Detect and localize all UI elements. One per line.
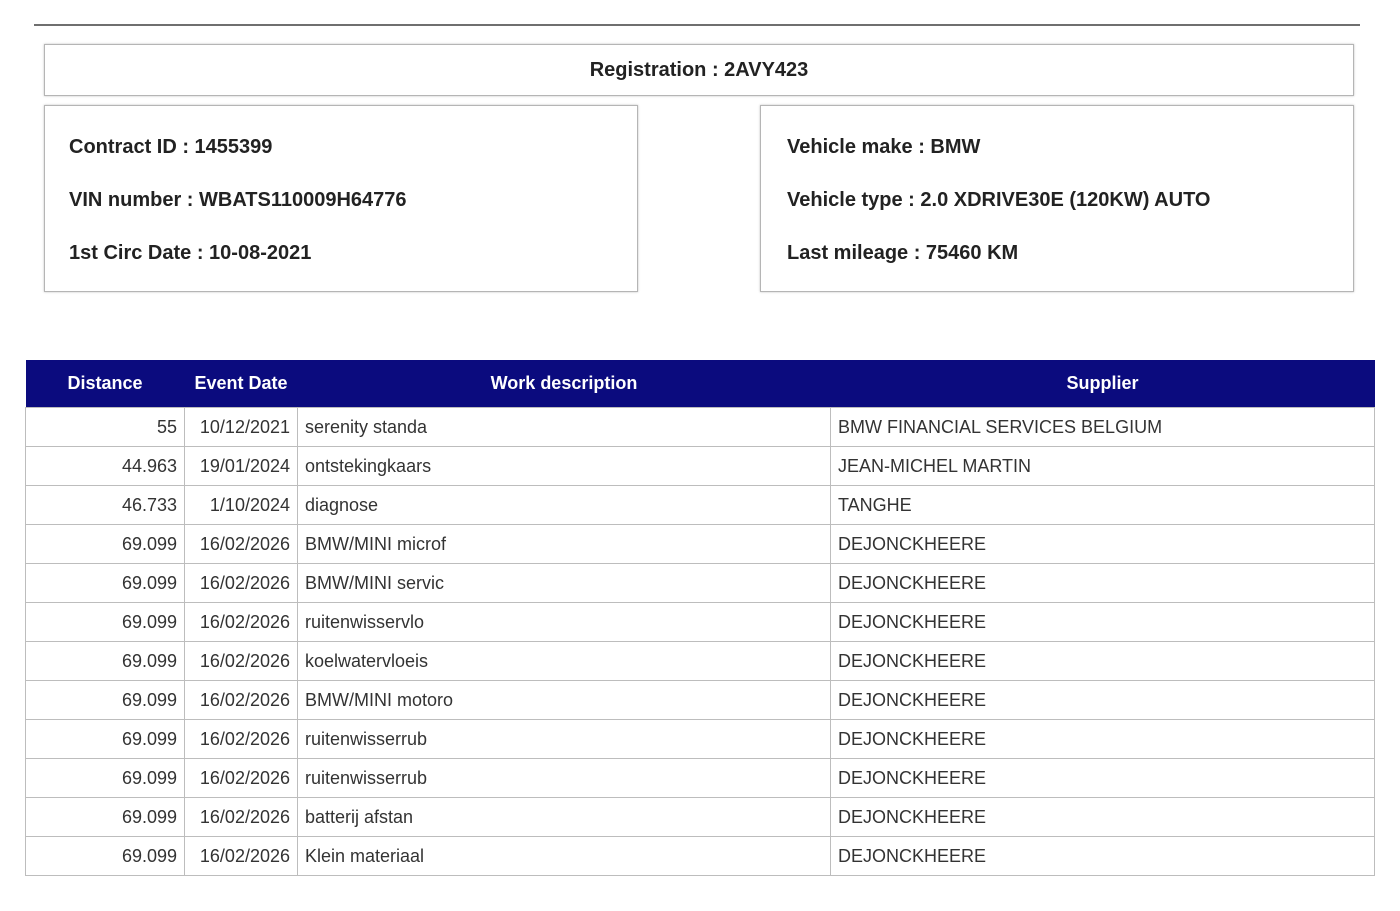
cell-distance: 69.099	[26, 837, 185, 876]
cell-supplier: TANGHE	[831, 486, 1375, 525]
cell-distance: 69.099	[26, 525, 185, 564]
cell-work-description: ruitenwisservlo	[298, 603, 831, 642]
vehicle-make: Vehicle make : BMW	[787, 136, 981, 158]
cell-event-date: 16/02/2026	[185, 798, 298, 837]
cell-work-description: ontstekingkaars	[298, 447, 831, 486]
vin-number: VIN number : WBATS110009H64776	[69, 189, 407, 211]
cell-distance: 69.099	[26, 603, 185, 642]
table-row	[26, 486, 1375, 525]
header-event-date: Event Date	[185, 360, 298, 408]
cell-supplier: JEAN-MICHEL MARTIN	[831, 447, 1375, 486]
cell-event-date: 1/10/2024	[185, 486, 298, 525]
cell-event-date: 16/02/2026	[185, 564, 298, 603]
cell-supplier: DEJONCKHEERE	[831, 759, 1375, 798]
cell-distance: 55	[26, 408, 185, 447]
cell-event-date: 16/02/2026	[185, 720, 298, 759]
cell-work-description: BMW/MINI servic	[298, 564, 831, 603]
table-row	[26, 603, 1375, 642]
table-row	[26, 759, 1375, 798]
cell-work-description: Klein materiaal	[298, 837, 831, 876]
header-supplier: Supplier	[831, 360, 1375, 408]
cell-distance: 69.099	[26, 642, 185, 681]
vehicle-info-box	[760, 105, 1354, 292]
cell-distance: 69.099	[26, 720, 185, 759]
cell-work-description: diagnose	[298, 486, 831, 525]
contract-id: Contract ID : 1455399	[69, 136, 273, 158]
cell-supplier: DEJONCKHEERE	[831, 681, 1375, 720]
cell-event-date: 10/12/2021	[185, 408, 298, 447]
cell-work-description: BMW/MINI motoro	[298, 681, 831, 720]
table-row	[26, 720, 1375, 759]
registration-box	[44, 44, 1354, 96]
last-mileage: Last mileage : 75460 KM	[787, 242, 1019, 264]
table-row	[26, 798, 1375, 837]
table-row	[26, 642, 1375, 681]
first-circulation-date: 1st Circ Date : 10-08-2021	[69, 242, 312, 264]
cell-distance: 44.963	[26, 447, 185, 486]
cell-event-date: 16/02/2026	[185, 837, 298, 876]
cell-work-description: batterij afstan	[298, 798, 831, 837]
cell-event-date: 16/02/2026	[185, 603, 298, 642]
cell-work-description: ruitenwisserrub	[298, 759, 831, 798]
cell-event-date: 16/02/2026	[185, 759, 298, 798]
cell-supplier: DEJONCKHEERE	[831, 564, 1375, 603]
maintenance-history-table	[25, 360, 1375, 876]
cell-work-description: koelwatervloeis	[298, 642, 831, 681]
table-row	[26, 447, 1375, 486]
cell-event-date: 16/02/2026	[185, 525, 298, 564]
table-row	[26, 681, 1375, 720]
cell-event-date: 19/01/2024	[185, 447, 298, 486]
table-row	[26, 837, 1375, 876]
cell-event-date: 16/02/2026	[185, 642, 298, 681]
cell-supplier: DEJONCKHEERE	[831, 525, 1375, 564]
cell-distance: 69.099	[26, 681, 185, 720]
cell-supplier: BMW FINANCIAL SERVICES BELGIUM	[831, 408, 1375, 447]
table-row	[26, 408, 1375, 447]
cell-work-description: ruitenwisserrub	[298, 720, 831, 759]
cell-supplier: DEJONCKHEERE	[831, 837, 1375, 876]
cell-event-date: 16/02/2026	[185, 681, 298, 720]
vehicle-type: Vehicle type : 2.0 XDRIVE30E (120KW) AUTO	[787, 189, 1211, 211]
cell-work-description: BMW/MINI microf	[298, 525, 831, 564]
cell-supplier: DEJONCKHEERE	[831, 642, 1375, 681]
cell-distance: 46.733	[26, 486, 185, 525]
cell-supplier: DEJONCKHEERE	[831, 720, 1375, 759]
top-divider	[34, 24, 1360, 26]
cell-distance: 69.099	[26, 564, 185, 603]
contract-info-box	[44, 105, 638, 292]
cell-supplier: DEJONCKHEERE	[831, 603, 1375, 642]
table-row	[26, 564, 1375, 603]
cell-work-description: serenity standa	[298, 408, 831, 447]
header-distance: Distance	[26, 360, 185, 408]
registration-text: Registration : 2AVY423	[589, 58, 809, 81]
table-header-row	[26, 360, 1375, 408]
table-row	[26, 525, 1375, 564]
cell-distance: 69.099	[26, 759, 185, 798]
header-work-description: Work description	[298, 360, 831, 408]
cell-distance: 69.099	[26, 798, 185, 837]
cell-supplier: DEJONCKHEERE	[831, 798, 1375, 837]
